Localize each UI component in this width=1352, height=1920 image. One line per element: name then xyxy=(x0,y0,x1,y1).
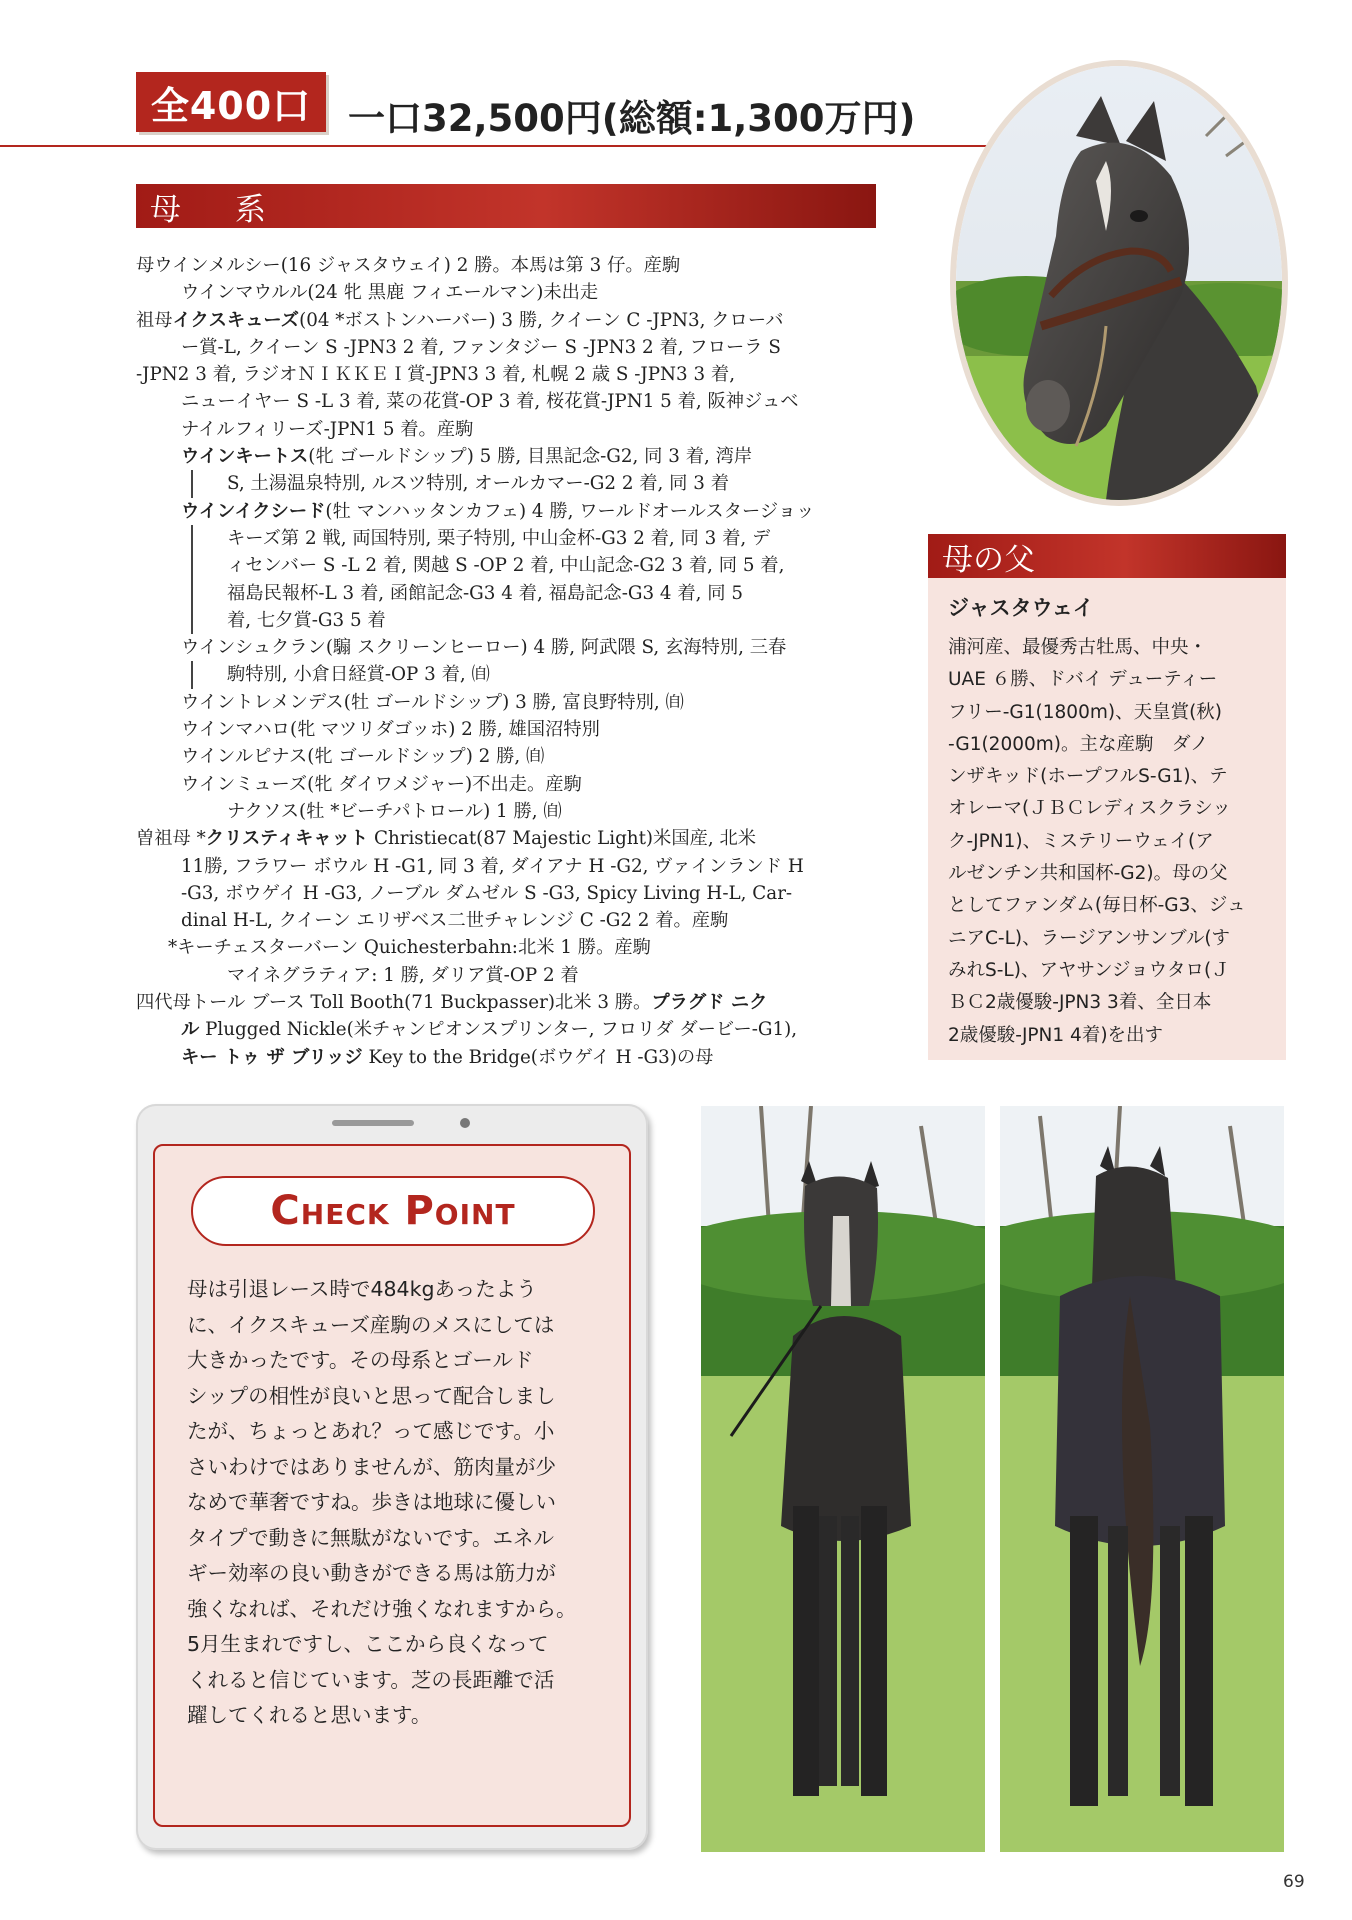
comment-line: 母は引退レース時で484kgあったよう xyxy=(187,1277,537,1301)
damsire-line: ＢＣ2歳優駿-JPN3 3着、全日本 xyxy=(948,992,1212,1014)
pedigree-line: ウインルピナス(牝 ゴールドシップ) 2 勝, ㉂ xyxy=(181,746,545,768)
great-granddam-name: クリスティキャット xyxy=(205,828,369,850)
comment-line: 躍してくれると思います。 xyxy=(187,1703,432,1727)
damsire-line: 浦河産、最優秀古牡馬、中央・ xyxy=(948,637,1208,658)
pedigree-line: 駒特別, 小倉日経賞-OP 3 着, ㉂ xyxy=(191,661,876,688)
progeny-name: ウインキートス xyxy=(181,446,309,468)
horse-rear-photo xyxy=(1000,1106,1284,1852)
horse-front-photo xyxy=(701,1106,985,1852)
comment-line: シップの相性が良いと思って配合しまし xyxy=(187,1383,556,1408)
page-number: 69 xyxy=(1283,1872,1305,1892)
horse-head-illustration xyxy=(956,66,1282,500)
damsire-line: UAE ６勝、ドバイ デューティー xyxy=(948,669,1218,691)
horse-portrait-photo xyxy=(950,60,1288,506)
pedigree-line: ィセンバー S -L 2 着, 関越 S -OP 2 着, 中山記念-G2 3 着, 同 5 着, xyxy=(191,552,876,579)
comment-line: さいわけではありませんが、筋肉量が少 xyxy=(187,1454,556,1479)
granddam-name: イクスキューズ xyxy=(172,309,300,331)
pedigree-line: ウインマウルル(24 牝 黒鹿 フィエールマン)未出走 xyxy=(181,282,599,304)
comment-line: 強くなれば、それだけ強くなれますから。 xyxy=(187,1596,577,1621)
pedigree-line: ル Plugged Nickle(米チャンピオンスプリンター, フロリダ ダービー-G1), xyxy=(181,1019,798,1041)
comment-line: 大きかったです。その母系とゴールド xyxy=(187,1348,534,1372)
pedigree-line: ウインミューズ(牝 ダイワメジャー)不出走。産駒 xyxy=(181,773,582,795)
pedigree-line: ナイルフィリーズ-JPN1 5 着。産駒 xyxy=(181,418,474,440)
header-rule xyxy=(0,145,990,147)
comment-line: に、イクスキューズ産駒のメスにしては xyxy=(187,1312,555,1337)
comment-line: たが、ちょっとあれ？って感じです。小 xyxy=(187,1419,555,1443)
pedigree-line: 着, 七夕賞-G3 5 着 xyxy=(191,607,876,634)
comment-line: くれると信じています。芝の長距離で活 xyxy=(187,1667,555,1692)
pedigree-line: 曽祖母 *クリスティキャット Christiecat(87 Majestic Light)米国産, 北米 xyxy=(136,828,757,850)
damsire-line: フリー-G1(1800m)、天皇賞(秋) xyxy=(948,701,1223,723)
progeny-name: ウインイクシード xyxy=(181,500,326,522)
comment-line: ギー効率の良い動きができる馬は筋力が xyxy=(187,1561,556,1585)
pedigree-line: キーズ第 2 戦, 両国特別, 栗子特別, 中山金杯-G3 2 着, 同 3 着, デ xyxy=(191,525,876,552)
pedigree-line: dinal H-L, クイーン エリザベス二世チャレンジ C -G2 2 着。産駒 xyxy=(181,910,729,932)
pedigree-line: マイネグラティア: 1 勝, ダリア賞-OP 2 着 xyxy=(227,964,579,986)
horse-rear-illustration xyxy=(1000,1106,1284,1852)
damsire-line: ニアC-L)、ラージアンサンブル(す xyxy=(948,927,1231,949)
pedigree-line: ナクソス(牡 *ビーチパトロール) 1 勝, ㉂ xyxy=(227,800,562,822)
maternal-line-heading: 母 系 xyxy=(136,184,876,228)
checkpoint-title: Check Point xyxy=(191,1176,595,1246)
price-text: 一口32,500円(総額:1,300万円) xyxy=(348,97,916,140)
pedigree-line: -G3, ボウゲイ H -G3, ノーブル ダムゼル S -G3, Spicy Living H-L, Car- xyxy=(181,882,793,904)
pedigree-line: 四代母トール ブース Toll Booth(71 Buckpasser)北米 3 勝。プラグド ニク xyxy=(136,992,768,1014)
pedigree-line: S, 土湯温泉特別, ルスツ特別, オールカマー-G2 2 着, 同 3 着 xyxy=(191,470,876,497)
damsire-line: -G1(2000m)。主な産駒 ダノ xyxy=(948,733,1209,755)
pedigree-line: 祖母イクスキューズ(04 *ボストンハーバー) 3 勝, クイーン C -JPN3, クローバ xyxy=(136,309,784,331)
damsire-line: ク-JPN1)、ミステリーウェイ(ア xyxy=(948,830,1214,852)
tablet-speaker xyxy=(332,1120,414,1126)
pedigree-line: *キーチェスターバーン Quichesterbahn:北米 1 勝。産駒 xyxy=(168,937,651,959)
comment-line: 5月生まれですし、ここから良くなって xyxy=(187,1632,549,1656)
damsire-line: ンザキッド(ホープフルS-G1)、テ xyxy=(948,766,1228,788)
checkpoint-tablet xyxy=(136,1104,648,1850)
horse-front-illustration xyxy=(701,1106,985,1852)
share-count-badge: 全400口 xyxy=(136,72,326,132)
pedigree-text xyxy=(136,252,876,1071)
damsire-line: オレーマ(ＪＢＣレディスクラシッ xyxy=(948,798,1231,820)
pedigree-line: ウインキートス(牝 ゴールドシップ) 5 勝, 目黒記念-G2, 同 3 着, 湾岸 xyxy=(181,446,753,468)
pedigree-line: キー トゥ ザ ブリッジ Key to the Bridge(ボウゲイ H -G3)の母 xyxy=(181,1046,714,1068)
damsire-line: 2歳優駿-JPN1 4着)を出す xyxy=(948,1024,1164,1046)
pedigree-line: 福島民報杯-L 3 着, 函館記念-G3 4 着, 福島記念-G3 4 着, 同 5 xyxy=(191,580,876,607)
progeny-name: キー トゥ ザ ブリッジ xyxy=(181,1046,363,1068)
pedigree-line: ウインイクシード(牡 マンハッタンカフェ) 4 勝, ワールドオールスタージョッ xyxy=(181,500,815,522)
pedigree-line: 11勝, フラワー ボウル H -G1, 同 3 着, ダイアナ H -G2, ヴァインランド H xyxy=(181,855,804,877)
checkpoint-screen xyxy=(153,1144,631,1827)
comment-line: タイプで動きに無駄がないです。エネル xyxy=(187,1525,554,1550)
tablet-camera-icon xyxy=(460,1118,470,1128)
checkpoint-comment xyxy=(187,1272,617,1734)
pedigree-line: ニューイヤー S -L 3 着, 菜の花賞-OP 3 着, 桜花賞-JPN1 5 着, 阪神ジュベ xyxy=(181,391,799,413)
pedigree-line: ウイントレメンデス(牡 ゴールドシップ) 3 勝, 富良野特別, ㉂ xyxy=(181,691,684,713)
pedigree-line: ウインマハロ(牝 マツリダゴッホ) 2 勝, 雄国沼特別 xyxy=(181,719,600,741)
comment-line: なめで華奢ですね。歩きは地球に優しい xyxy=(187,1490,556,1514)
damsire-panel xyxy=(928,578,1286,1060)
progeny-name: プラグド ニク xyxy=(651,992,768,1014)
pedigree-line: -JPN2 3 着, ラジオＮＩＫＫＥＩ賞-JPN3 3 着, 札幌 2 歳 S -JPN3 3 着, xyxy=(136,364,736,386)
damsire-line: ルゼンチン共和国杯-G2)。母の父 xyxy=(948,863,1228,885)
pedigree-line: ウインシュクラン(騸 スクリーンヒーロー) 4 勝, 阿武隈 S, 玄海特別, 三春 xyxy=(181,637,787,659)
damsire-heading: 母の父 xyxy=(928,534,1286,578)
pedigree-line: ー賞-L, クイーン S -JPN3 2 着, ファンタジー S -JPN3 2 着, フローラ S xyxy=(181,336,781,358)
pedigree-line: 母ウインメルシー(16 ジャスタウェイ) 2 勝。本馬は第 3 仔。産駒 xyxy=(136,255,681,276)
damsire-line: としてファンダム(毎日杯-G3、ジュ xyxy=(948,895,1246,917)
damsire-line: みれS-L)、アヤサンジョウタロ(Ｊ xyxy=(948,959,1230,981)
damsire-name: ジャスタウェイ xyxy=(948,596,1094,620)
